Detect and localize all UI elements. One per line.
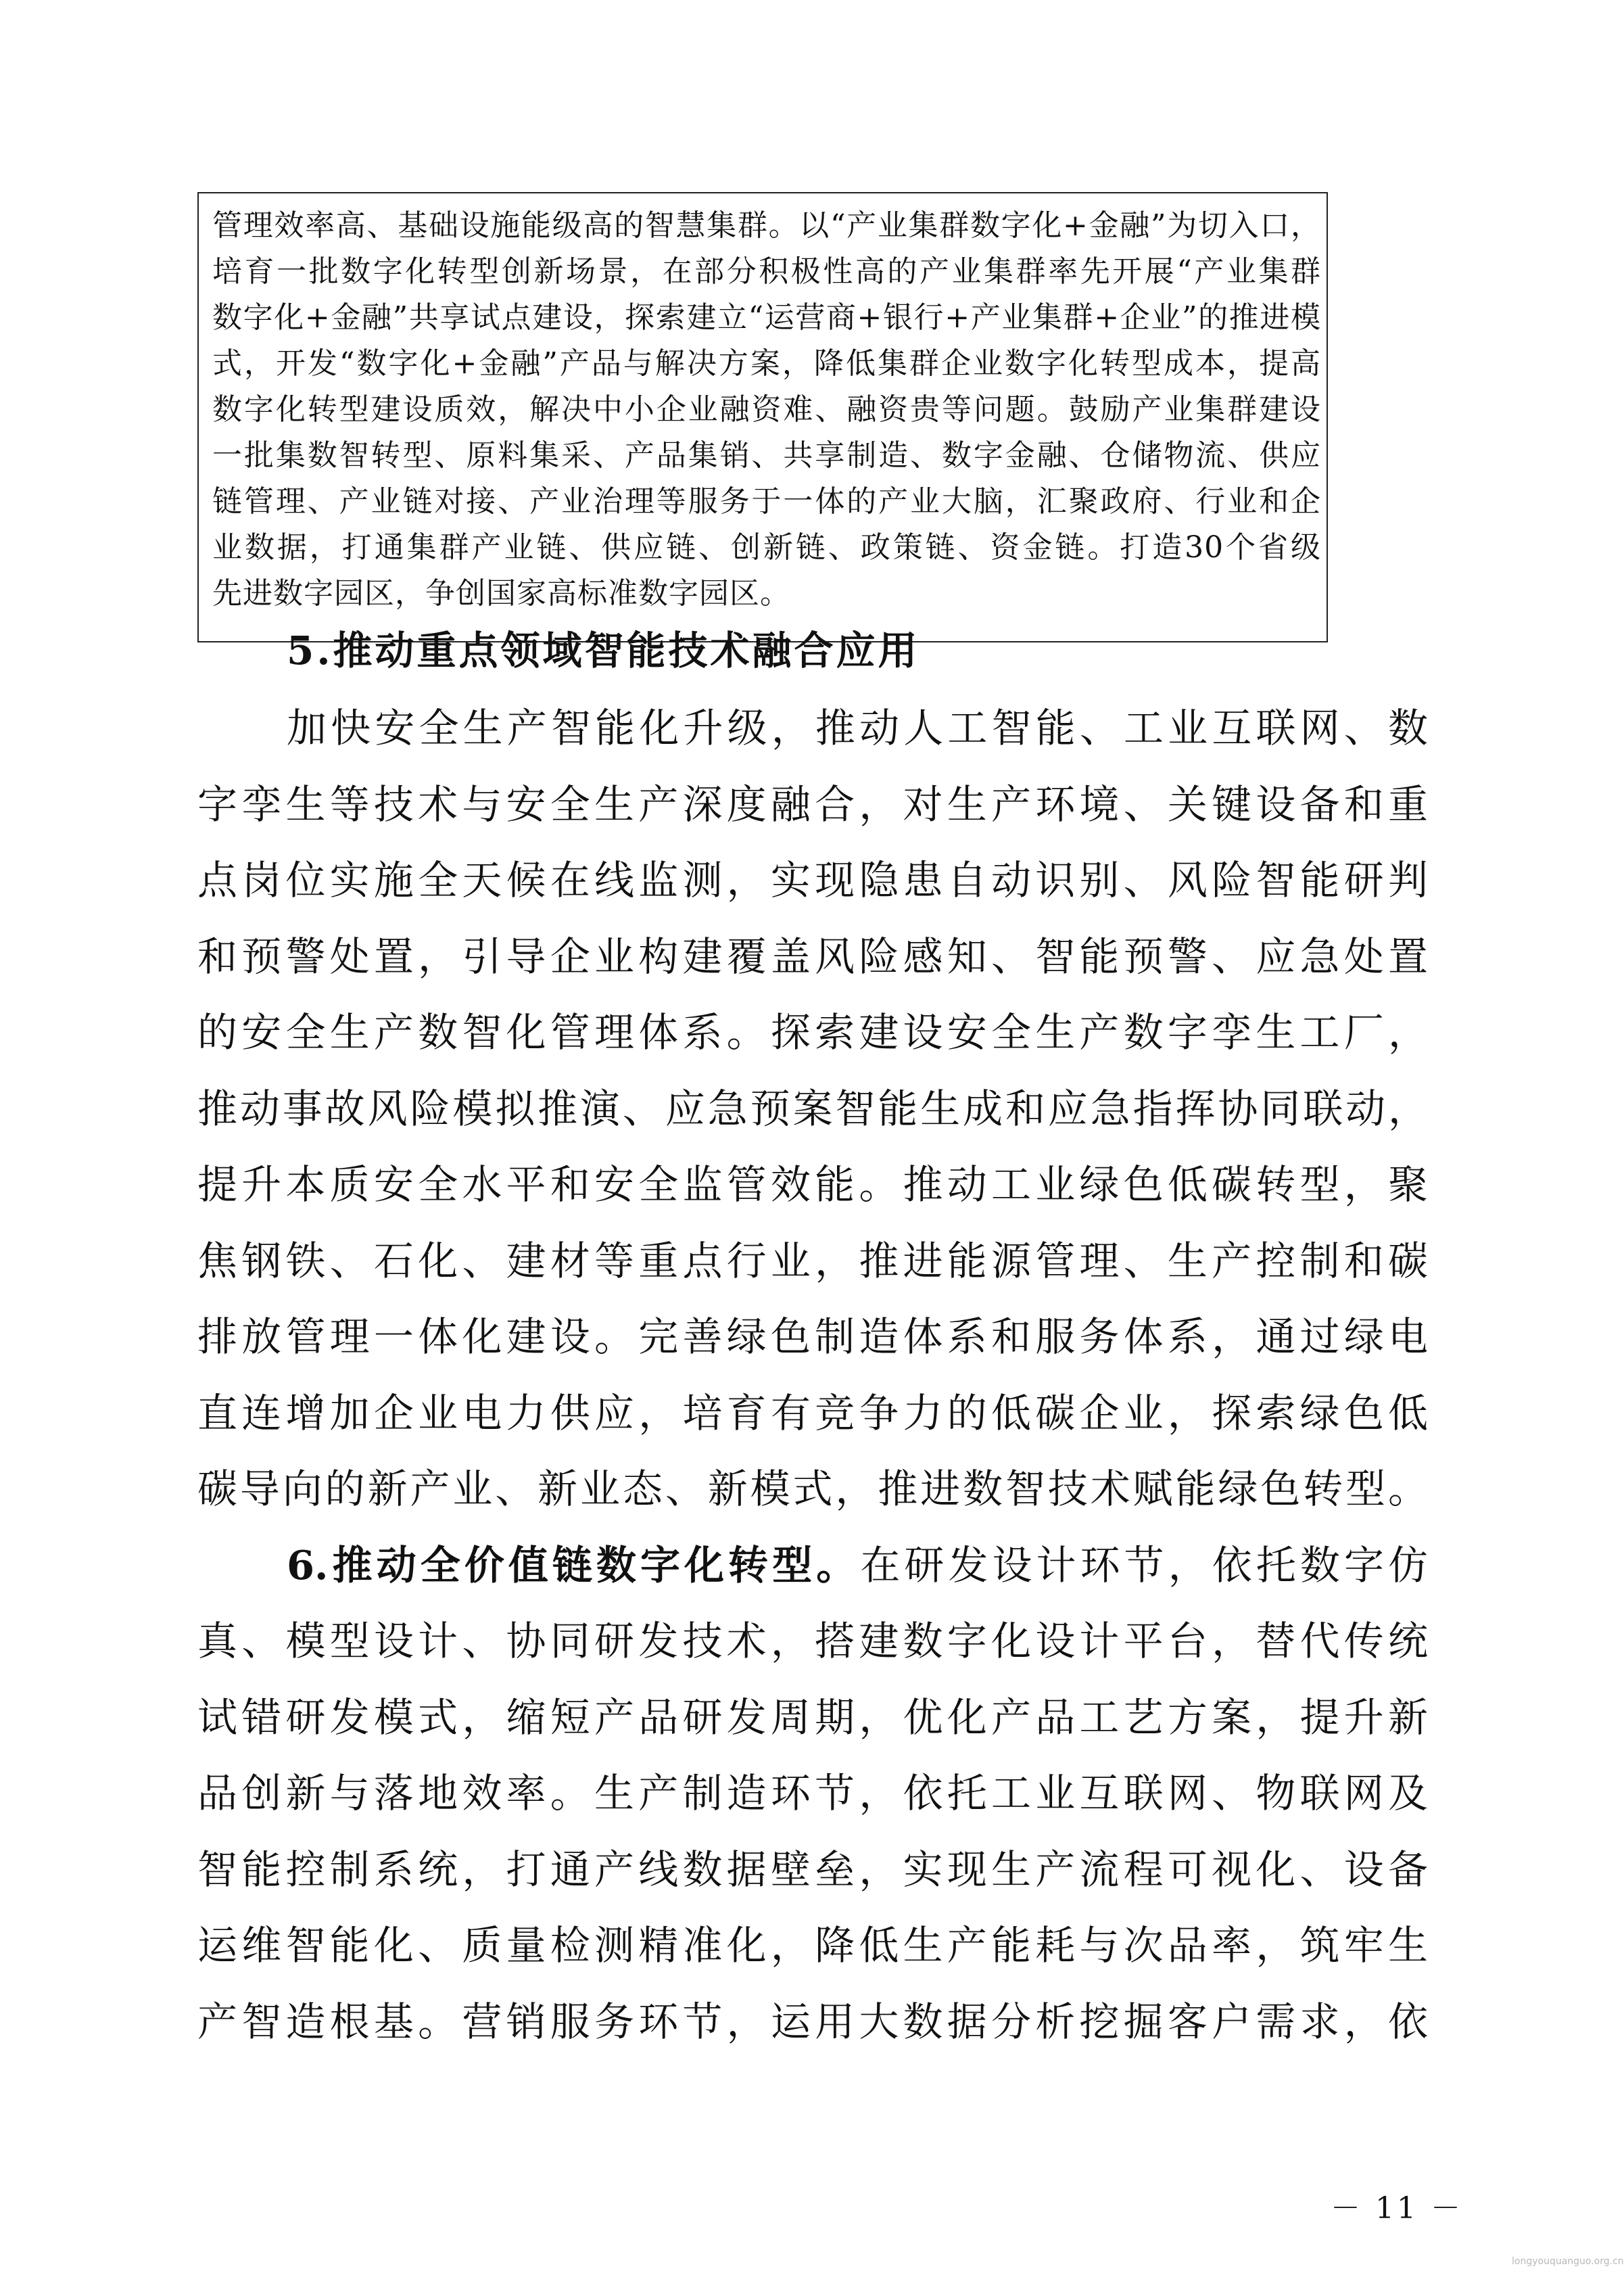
- body-text-line: 加快安全生产智能化升级，推动人工智能、工业互联网、数: [287, 705, 1428, 751]
- section-6-first-line-text: 在研发设计环节，依托数字仿: [860, 1542, 1428, 1589]
- body-text-line: 碳导向的新产业、新业态、新模式，推进数智技术赋能绿色转型。: [197, 1465, 1428, 1512]
- box-text-line: 一批集数智转型、原料集采、产品集销、共享制造、数字金融、仓储物流、供应: [212, 438, 1321, 473]
- body-text-line: 字孪生等技术与安全生产深度融合，对生产环境、关键设备和重: [197, 781, 1428, 828]
- body-text-line: 提升本质安全水平和安全监管效能。推动工业绿色低碳转型，聚: [197, 1161, 1428, 1208]
- body-text-line: 品创新与落地效率。生产制造环节，依托工业互联网、物联网及: [197, 1770, 1428, 1816]
- body-text-line: 真、模型设计、协同研发技术，搭建数字化设计平台，替代传统: [197, 1618, 1428, 1664]
- page-number: － 11 －: [1331, 2191, 1463, 2226]
- body-text-line: 点岗位实施全天候在线监测，实现隐患自动识别、风险智能研判: [197, 857, 1428, 903]
- body-text-line: 排放管理一体化建设。完善绿色制造体系和服务体系，通过绿电: [197, 1313, 1428, 1360]
- box-text-line: 链管理、产业链对接、产业治理等服务于一体的产业大脑，汇聚政府、行业和企: [212, 484, 1321, 519]
- body-text-line: 产智造根基。营销服务环节，运用大数据分析挖掘客户需求，依: [197, 1998, 1428, 2045]
- box-text-line: 管理效率高、基础设施能级高的智慧集群。以“产业集群数字化+金融”为切入口，: [212, 208, 1321, 243]
- box-text-line: 先进数字园区，争创国家高标准数字园区。: [212, 576, 790, 611]
- body-text-line: 试错研发模式，缩短产品研发周期，优化产品工艺方案，提升新: [197, 1694, 1428, 1741]
- box-text-line: 数字化+金融”共享试点建设，探索建立“运营商+银行+产业集群+企业”的推进模: [212, 300, 1321, 335]
- body-text-line: 运维智能化、质量检测精准化，降低生产能耗与次品率，筑牢生: [197, 1922, 1428, 1969]
- section-5-heading: 5.推动重点领域智能技术融合应用: [287, 628, 920, 674]
- box-text-line: 业数据，打通集群产业链、供应链、创新链、政策链、资金链。打造30个省级: [212, 530, 1321, 565]
- body-text-line: 焦钢铁、石化、建材等重点行业，推进能源管理、生产控制和碳: [197, 1238, 1428, 1284]
- box-text-line: 数字化转型建设质效，解决中小企业融资难、融资贵等问题。鼓励产业集群建设: [212, 392, 1321, 427]
- section-6-first-line: [287, 1539, 1428, 1593]
- body-text-line: 和预警处置，引导企业构建覆盖风险感知、智能预警、应急处置: [197, 933, 1428, 980]
- box-text-line: 式，开发“数字化+金融”产品与解决方案，降低集群企业数字化转型成本，提高: [212, 346, 1321, 381]
- section-6-heading: 6.推动全价值链数字化转型。: [287, 1542, 861, 1589]
- body-text-line: 智能控制系统，打通产线数据壁垒，实现生产流程可视化、设备: [197, 1846, 1428, 1893]
- box-text-line: 培育一批数字化转型创新场景，在部分积极性高的产业集群率先开展“产业集群: [212, 254, 1321, 289]
- body-text-line: 的安全生产数智化管理体系。探索建设安全生产数字孪生工厂，: [197, 1009, 1428, 1056]
- body-text-line: 推动事故风险模拟推演、应急预案智能生成和应急指挥协同联动，: [197, 1085, 1428, 1132]
- watermark-text: longyouquanguo.org.cn: [1512, 2256, 1624, 2267]
- body-text-line: 直连增加企业电力供应，培育有竞争力的低碳企业，探索绿色低: [197, 1390, 1428, 1436]
